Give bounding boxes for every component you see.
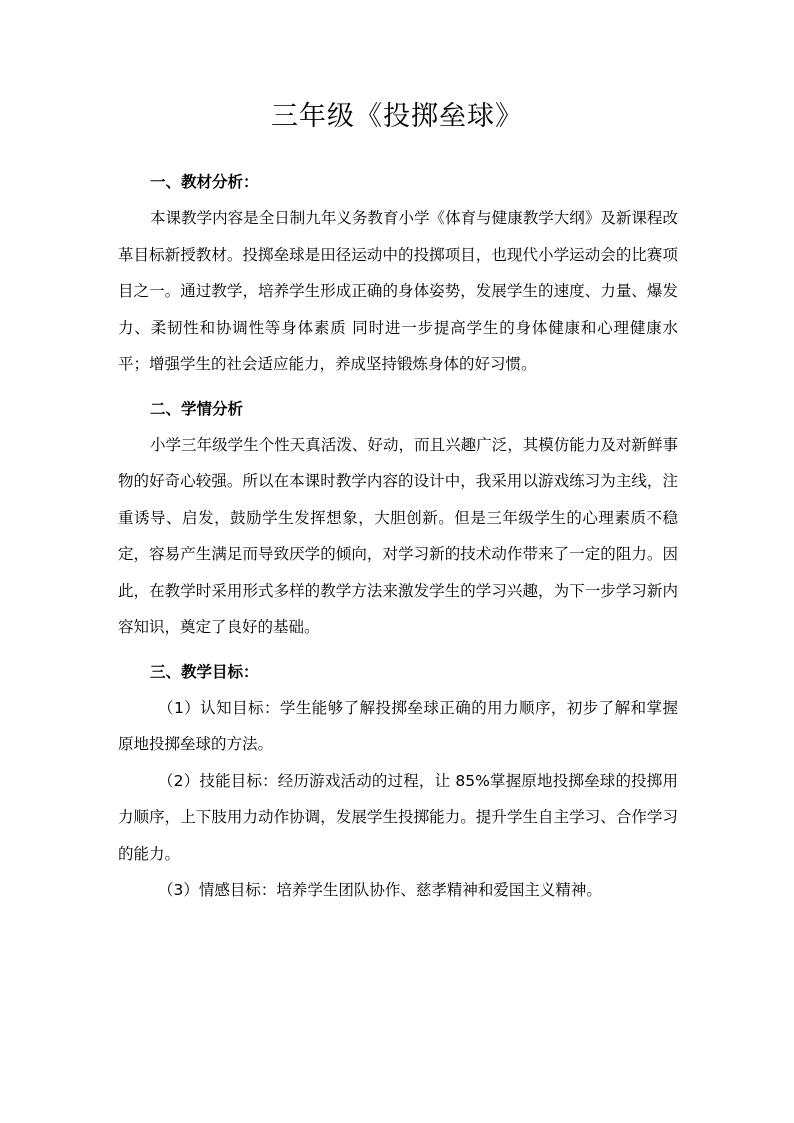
section-heading: 二、学情分析 [150, 399, 244, 418]
paragraph: 小学三年级学生个性天真活泼、好动，而且兴趣广泛，其模仿能力及对新鲜事物的好奇心较强。所以在本课时教学内容的设计中，我采用以游戏练习为主线，注重诱导、启发，鼓励学生发挥想象，大胆创新。但是三年级学生的心理素质不稳定，容易产生满足而导致厌学的倾向，对学习新的技术动作带来了一定的阻力。因此，在教学时采用形式多样的教学方法来激发学生的学习兴趣，为下一步学习新内容知识，奠定了良好的基础。 [118, 435, 678, 636]
section-heading: 一、教材分析： [150, 173, 259, 191]
section-heading: 三、教学目标： [150, 662, 259, 681]
section-material-analysis [118, 164, 678, 383]
goal-emotional: （3）情感目标：培养学生团队协作、慈孝精神和爱国主义精神。 [158, 881, 602, 899]
document-title: 三年级《投掷垒球》 [271, 101, 523, 132]
section-teaching-goals [118, 654, 678, 909]
section-learner-analysis [118, 391, 678, 646]
goal-cognitive: （1）认知目标：学生能够了解投掷垒球正确的用力顺序，初步了解和掌握原地投掷垒球的方法。 [118, 698, 678, 753]
goal-skill: （2）技能目标：经历游戏活动的过程，让 85%掌握原地投掷垒球的投掷用力顺序，上下肢用力动作协调，发展学生投掷能力。提升学生自主学习、合作学习的能力。 [118, 771, 678, 863]
paragraph: 本课教学内容是全日制九年义务教育小学《体育与健康教学大纲》及新课程改革目标新授教材。投掷垒球是田径运动中的投掷项目，也现代小学运动会的比赛项目之一。通过教学，培养学生形成正确的身体姿势，发展学生的速度、力量、爆发力、柔韧性和协调性等身体素质 同时进一步提高学生的身体健康和心理健康水平；增强学生的社会适应能力，养成坚持锻炼身体的好习惯。 [118, 209, 678, 373]
document-body [118, 164, 678, 909]
